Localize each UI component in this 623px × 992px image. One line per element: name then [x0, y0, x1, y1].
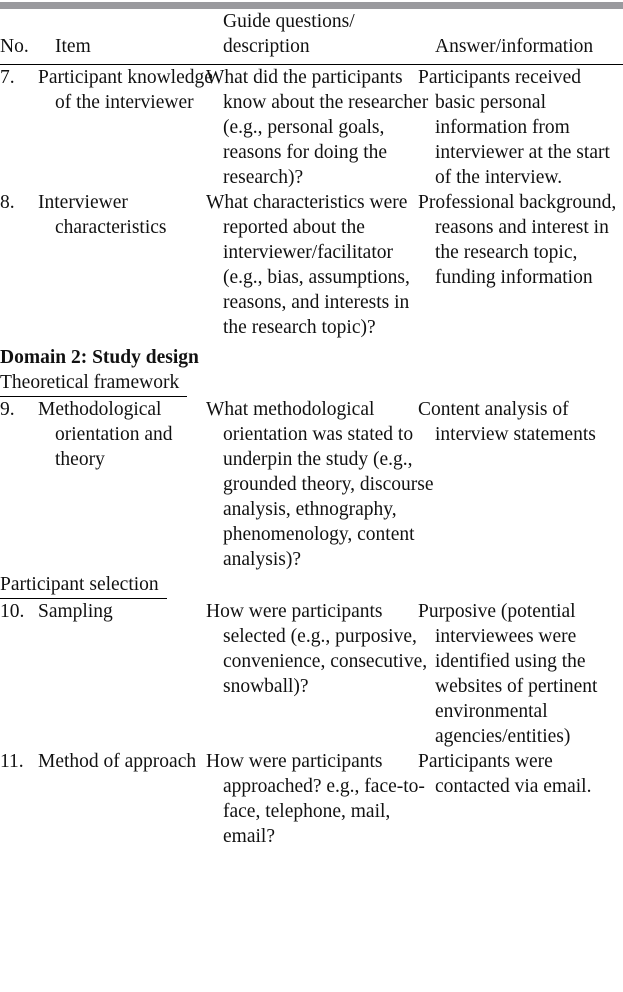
table-row	[0, 190, 623, 340]
coreq-checklist-table	[0, 9, 623, 849]
subsection-heading-row	[0, 370, 623, 397]
top-decorative-rule	[0, 2, 623, 9]
row-guide-question: What characteristics were reported about the interviewer/facilitator (e.g., bias, assumptions, reasons, and interests in the research topic)?	[206, 192, 410, 338]
column-header-guide-line1: Guide questions/	[223, 11, 355, 32]
subsection-heading-cell	[0, 370, 623, 397]
domain-heading-row	[0, 340, 623, 370]
table-header-row	[0, 9, 623, 64]
subsection-heading: Participant selection	[0, 572, 167, 599]
row-number: 7.	[0, 67, 15, 88]
row-number: 8.	[0, 192, 15, 213]
table-row	[0, 65, 623, 191]
row-number: 10.	[0, 601, 25, 622]
table-row	[0, 599, 623, 749]
row-item: Method of approach	[38, 751, 197, 772]
domain-heading: Domain 2: Study design	[0, 347, 199, 368]
row-item: Participant knowledge of the interviewer	[38, 67, 213, 113]
column-header-no: No.	[0, 36, 29, 57]
row-guide-question: How were participants approached? e.g., face-to-face, telephone, mail, email?	[206, 751, 425, 847]
row-answer: Participants received basic personal information from interviewer at the start of the interview.	[418, 67, 610, 188]
table-body	[0, 9, 623, 65]
table-row	[0, 749, 623, 849]
table-row	[0, 397, 623, 572]
row-item: Methodological orientation and theory	[38, 399, 173, 470]
column-header-guide-line2: description	[223, 36, 310, 57]
subsection-heading-row	[0, 572, 623, 599]
column-header-answer: Answer/information	[435, 36, 594, 57]
row-item: Sampling	[38, 601, 113, 622]
subsection-heading-cell	[0, 572, 623, 599]
row-answer: Participants were contacted via email.	[418, 751, 592, 797]
row-number: 9.	[0, 399, 15, 420]
row-answer: Content analysis of interview statements	[418, 399, 596, 445]
row-guide-question: How were participants selected (e.g., purposive, convenience, consecutive, snowball)?	[206, 601, 428, 697]
row-answer: Professional background, reasons and interest in the research topic, funding information	[418, 192, 617, 288]
column-header-guide	[223, 9, 435, 64]
column-header-item: Item	[55, 36, 91, 57]
row-guide-question: What methodological orientation was stated to underpin the study (e.g., grounded theory, discourse analysis, ethnography, phenomenology, content analysis)?	[206, 399, 434, 570]
row-item: Interviewer characteristics	[38, 192, 167, 238]
subsection-heading: Theoretical framework	[0, 370, 187, 397]
table-rows-host	[0, 65, 623, 850]
row-guide-question: What did the participants know about the researcher (e.g., personal goals, reasons for doing the research)?	[206, 67, 429, 188]
row-answer: Purposive (potential interviewees were identified using the websites of pertinent environmental agencies/entities)	[418, 601, 598, 747]
row-number: 11.	[0, 751, 24, 772]
